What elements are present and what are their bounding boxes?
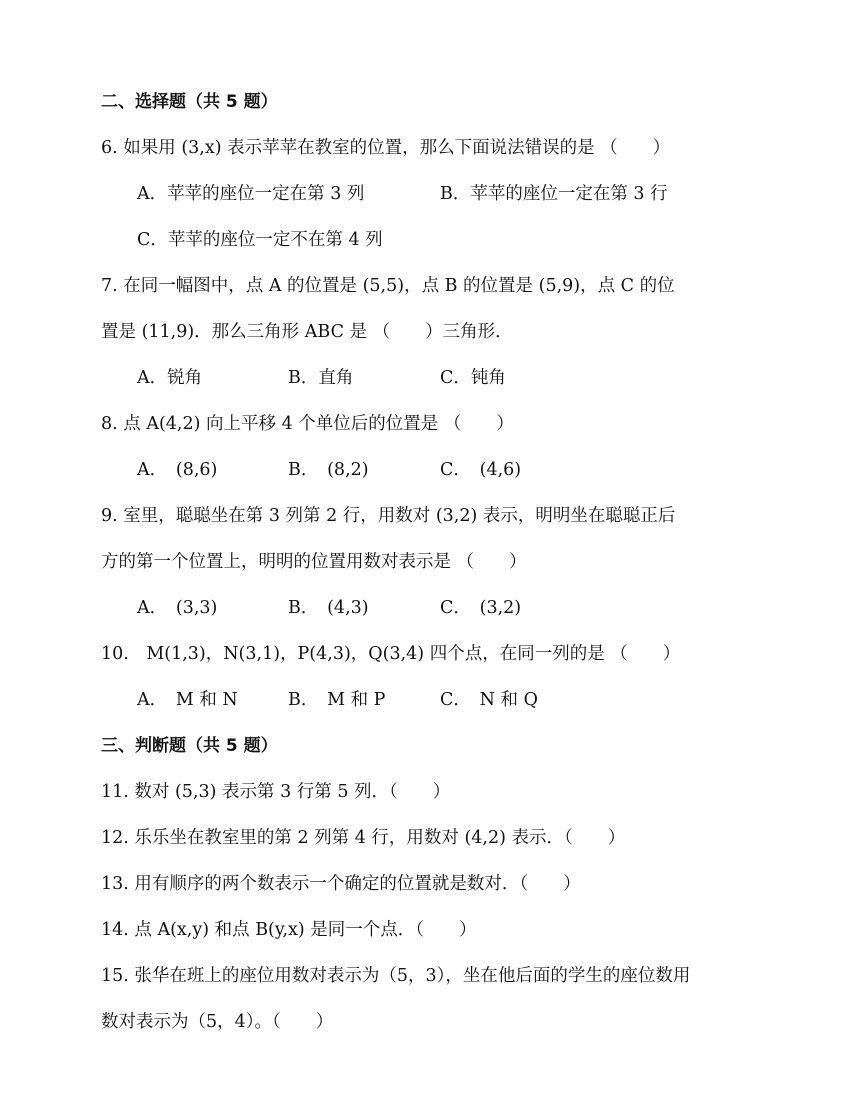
question-9-stem-line1: 9. 室里，聪聪坐在第 3 列第 2 行，用数对 (3,2) 表示，明明坐在聪聪正后: [101, 506, 676, 526]
question-6-option-c: C．苹苹的座位一定不在第 4 列: [137, 230, 383, 250]
question-8-option-c: C． (4,6): [440, 460, 522, 480]
question-9-stem-line2: 方的第一个位置上，明明的位置用数对表示是 （ ）: [101, 552, 527, 572]
question-6-option-a: A．苹苹的座位一定在第 3 列: [137, 184, 365, 204]
question-9-option-a: A． (3,3): [137, 598, 218, 618]
question-13: 13. 用有顺序的两个数表示一个确定的位置就是数对．（ ）: [101, 874, 581, 894]
question-7-option-a: A．锐角: [137, 368, 203, 388]
question-7-option-b: B．直角: [288, 368, 354, 388]
question-9-option-b: B． (4,3): [288, 598, 369, 618]
question-15-line2: 数对表示为（5，4）。（ ）: [101, 1012, 334, 1032]
question-8-option-b: B． (8,2): [288, 460, 369, 480]
question-7-stem-line1: 7. 在同一幅图中，点 A 的位置是 (5,5)，点 B 的位置是 (5,9)，点 C 的位: [101, 276, 675, 296]
section-title-judge: 三、判断题（共 5 题）: [101, 736, 278, 756]
question-7-option-c: C．钝角: [440, 368, 506, 388]
question-6-stem: 6. 如果用 (3,x) 表示苹苹在教室的位置，那么下面说法错误的是 （ ）: [101, 138, 671, 158]
question-8-stem: 8. 点 A(4,2) 向上平移 4 个单位后的位置是 （ ）: [101, 414, 514, 434]
question-7-stem-line2: 置是 (11,9)．那么三角形 ABC 是 （ ）三角形．: [101, 322, 513, 342]
question-12: 12. 乐乐坐在教室里的第 2 列第 4 行，用数对 (4,2) 表示．（ ）: [101, 828, 626, 848]
question-8-option-a: A． (8,6): [137, 460, 218, 480]
question-6-option-b: B．苹苹的座位一定在第 3 行: [440, 184, 668, 204]
question-10-option-b: B． M 和 P: [288, 690, 386, 710]
question-11: 11. 数对 (5,3) 表示第 3 行第 5 列．（ ）: [101, 782, 451, 802]
question-10-stem: 10. M(1,3)，N(3,1)，P(4,3)，Q(3,4) 四个点，在同一列的是 （ ）: [101, 644, 681, 664]
question-14: 14. 点 A(x,y) 和点 B(y,x) 是同一个点．（ ）: [101, 920, 477, 940]
question-10-option-c: C． N 和 Q: [440, 690, 538, 710]
section-title-choice: 二、选择题（共 5 题）: [101, 92, 278, 112]
question-9-option-c: C． (3,2): [440, 598, 522, 618]
question-10-option-a: A． M 和 N: [137, 690, 238, 710]
question-15-line1: 15. 张华在班上的座位用数对表示为（5，3），坐在他后面的学生的座位数用: [101, 966, 691, 986]
